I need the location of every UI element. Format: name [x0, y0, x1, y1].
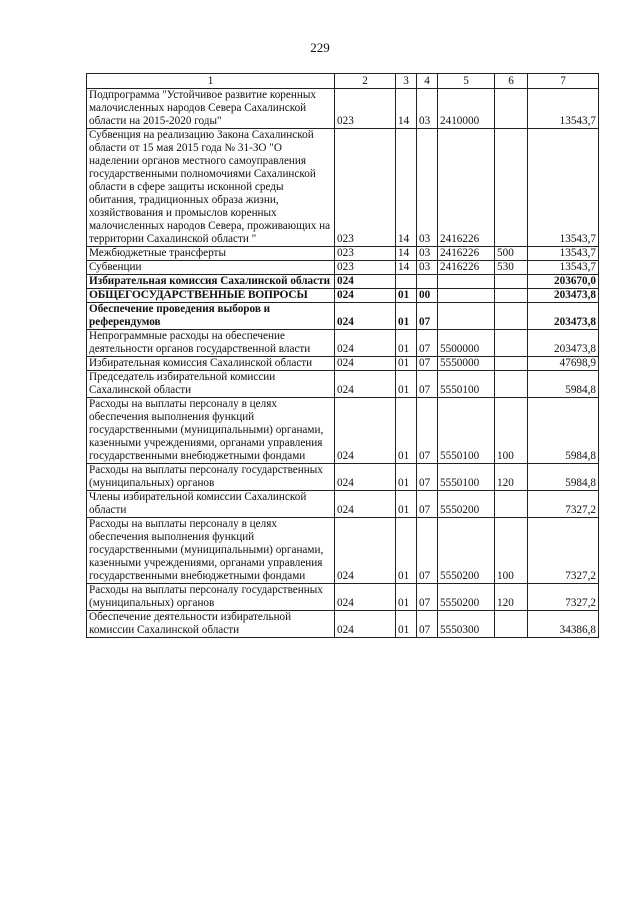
row-amount-cell: 34386,8: [528, 611, 599, 638]
row-code-cell: 024: [335, 518, 396, 584]
table-row: [87, 464, 599, 491]
row-name-cell: Субвенции: [87, 261, 335, 275]
row-expense-type-cell: [495, 357, 528, 371]
row-subsection-cell: 03: [417, 89, 438, 129]
column-header: 6: [495, 74, 528, 89]
row-amount-cell: 7327,2: [528, 491, 599, 518]
row-code-cell: 024: [335, 330, 396, 357]
table-row: [87, 518, 599, 584]
row-section-cell: 01: [396, 518, 417, 584]
row-section-cell: [396, 275, 417, 289]
row-target-article-cell: 5550200: [438, 518, 495, 584]
header-row: [87, 74, 599, 89]
row-amount-cell: 203473,8: [528, 289, 599, 303]
table-row: [87, 330, 599, 357]
row-expense-type-cell: 500: [495, 247, 528, 261]
row-code-cell: 024: [335, 611, 396, 638]
row-subsection-cell: 03: [417, 247, 438, 261]
row-code-cell: 024: [335, 371, 396, 398]
row-subsection-cell: 03: [417, 261, 438, 275]
row-name-cell: Избирательная комиссия Сахалинской области: [87, 275, 335, 289]
row-section-cell: 01: [396, 491, 417, 518]
row-amount-cell: 13543,7: [528, 261, 599, 275]
row-name-cell: Расходы на выплаты персоналу государственных (муниципальных) органов: [87, 584, 335, 611]
row-subsection-cell: 07: [417, 464, 438, 491]
row-target-article-cell: 2416226: [438, 261, 495, 275]
row-code-cell: 024: [335, 275, 396, 289]
row-section-cell: 01: [396, 371, 417, 398]
row-section-cell: 14: [396, 89, 417, 129]
row-amount-cell: 7327,2: [528, 584, 599, 611]
row-section-cell: 01: [396, 330, 417, 357]
row-code-cell: 023: [335, 129, 396, 247]
row-code-cell: 024: [335, 303, 396, 330]
row-section-cell: 01: [396, 584, 417, 611]
row-section-cell: 14: [396, 129, 417, 247]
row-subsection-cell: 07: [417, 518, 438, 584]
row-subsection-cell: 07: [417, 584, 438, 611]
row-expense-type-cell: [495, 330, 528, 357]
row-subsection-cell: 07: [417, 611, 438, 638]
row-amount-cell: 13543,7: [528, 89, 599, 129]
row-subsection-cell: 07: [417, 330, 438, 357]
row-name-cell: ОБЩЕГОСУДАРСТВЕННЫЕ ВОПРОСЫ: [87, 289, 335, 303]
row-target-article-cell: 5550200: [438, 584, 495, 611]
row-expense-type-cell: [495, 275, 528, 289]
row-section-cell: 01: [396, 611, 417, 638]
row-expense-type-cell: 530: [495, 261, 528, 275]
row-section-cell: 01: [396, 357, 417, 371]
table-row: [87, 357, 599, 371]
row-expense-type-cell: 100: [495, 398, 528, 464]
row-name-cell: Члены избирательной комиссии Сахалинской области: [87, 491, 335, 518]
column-header: 2: [335, 74, 396, 89]
row-name-cell: Субвенция на реализацию Закона Сахалинской области от 15 мая 2015 года № 31-ЗО "О наделении органов местного самоуправления государственными полномочиями Сахалинской области в сфере защиты исконной среды обитания, традиционных образа жизни, хозяйствования и промыслов коренных малочисленных народов Севера, проживающих на территории Сахалинской области ": [87, 129, 335, 247]
column-header: 5: [438, 74, 495, 89]
row-expense-type-cell: [495, 491, 528, 518]
table-row: [87, 303, 599, 330]
row-target-article-cell: 2416226: [438, 247, 495, 261]
row-target-article-cell: 5550200: [438, 491, 495, 518]
row-name-cell: Обеспечение проведения выборов и референдумов: [87, 303, 335, 330]
row-target-article-cell: 2416226: [438, 129, 495, 247]
row-section-cell: 01: [396, 398, 417, 464]
row-expense-type-cell: [495, 371, 528, 398]
row-amount-cell: 203473,8: [528, 303, 599, 330]
row-expense-type-cell: 100: [495, 518, 528, 584]
table-row: [87, 491, 599, 518]
row-subsection-cell: 07: [417, 303, 438, 330]
row-section-cell: 14: [396, 261, 417, 275]
row-name-cell: Расходы на выплаты персоналу государственных (муниципальных) органов: [87, 464, 335, 491]
row-expense-type-cell: [495, 289, 528, 303]
row-target-article-cell: 5550100: [438, 398, 495, 464]
row-section-cell: 14: [396, 247, 417, 261]
row-subsection-cell: 03: [417, 129, 438, 247]
row-amount-cell: 47698,9: [528, 357, 599, 371]
table-row: [87, 584, 599, 611]
row-subsection-cell: 07: [417, 398, 438, 464]
row-subsection-cell: [417, 275, 438, 289]
table-row: [87, 261, 599, 275]
row-code-cell: 023: [335, 89, 396, 129]
row-name-cell: Непрограммные расходы на обеспечение деятельности органов государственной власти: [87, 330, 335, 357]
row-name-cell: Подпрограмма "Устойчивое развитие коренных малочисленных народов Севера Сахалинской области на 2015-2020 годы": [87, 89, 335, 129]
row-section-cell: 01: [396, 303, 417, 330]
row-name-cell: Расходы на выплаты персоналу в целях обеспечения выполнения функций государственными (муниципальными) органами, казенными учреждениями, органами управления государственными внебюджетными фондами: [87, 398, 335, 464]
row-name-cell: Избирательная комиссия Сахалинской области: [87, 357, 335, 371]
row-name-cell: Обеспечение деятельности избирательной комиссии Сахалинской области: [87, 611, 335, 638]
row-amount-cell: 203473,8: [528, 330, 599, 357]
row-code-cell: 024: [335, 357, 396, 371]
row-name-cell: Межбюджетные трансферты: [87, 247, 335, 261]
budget-table: [86, 73, 599, 638]
row-subsection-cell: 07: [417, 371, 438, 398]
row-code-cell: 024: [335, 491, 396, 518]
row-target-article-cell: 5550100: [438, 371, 495, 398]
row-amount-cell: 5984,8: [528, 371, 599, 398]
row-subsection-cell: 07: [417, 491, 438, 518]
column-header: 3: [396, 74, 417, 89]
table-row: [87, 371, 599, 398]
row-code-cell: 024: [335, 584, 396, 611]
row-amount-cell: 7327,2: [528, 518, 599, 584]
table-row: [87, 289, 599, 303]
row-target-article-cell: 5550300: [438, 611, 495, 638]
row-target-article-cell: 2410000: [438, 89, 495, 129]
row-name-cell: Председатель избирательной комиссии Сахалинской области: [87, 371, 335, 398]
row-code-cell: 024: [335, 289, 396, 303]
row-amount-cell: 13543,7: [528, 129, 599, 247]
row-code-cell: 024: [335, 464, 396, 491]
row-name-cell: Расходы на выплаты персоналу в целях обеспечения выполнения функций государственными (муниципальными) органами, казенными учреждениями, органами управления государственными внебюджетными фондами: [87, 518, 335, 584]
page-number: 229: [310, 40, 330, 55]
row-subsection-cell: 00: [417, 289, 438, 303]
table-row: [87, 611, 599, 638]
column-header: 1: [87, 74, 335, 89]
row-target-article-cell: [438, 275, 495, 289]
row-target-article-cell: 5550100: [438, 464, 495, 491]
row-expense-type-cell: [495, 611, 528, 638]
table-row: [87, 89, 599, 129]
row-amount-cell: 203670,0: [528, 275, 599, 289]
row-target-article-cell: 5550000: [438, 357, 495, 371]
row-target-article-cell: [438, 289, 495, 303]
row-expense-type-cell: 120: [495, 464, 528, 491]
row-amount-cell: 5984,8: [528, 398, 599, 464]
row-section-cell: 01: [396, 289, 417, 303]
row-expense-type-cell: 120: [495, 584, 528, 611]
table-row: [87, 129, 599, 247]
table-row: [87, 398, 599, 464]
table-row: [87, 275, 599, 289]
column-header: 4: [417, 74, 438, 89]
row-amount-cell: 5984,8: [528, 464, 599, 491]
row-target-article-cell: [438, 303, 495, 330]
row-code-cell: 023: [335, 261, 396, 275]
row-code-cell: 024: [335, 398, 396, 464]
row-expense-type-cell: [495, 303, 528, 330]
row-expense-type-cell: [495, 89, 528, 129]
row-amount-cell: 13543,7: [528, 247, 599, 261]
table-row: [87, 247, 599, 261]
row-subsection-cell: 07: [417, 357, 438, 371]
column-header: 7: [528, 74, 599, 89]
row-code-cell: 023: [335, 247, 396, 261]
row-section-cell: 01: [396, 464, 417, 491]
row-target-article-cell: 5500000: [438, 330, 495, 357]
row-expense-type-cell: [495, 129, 528, 247]
